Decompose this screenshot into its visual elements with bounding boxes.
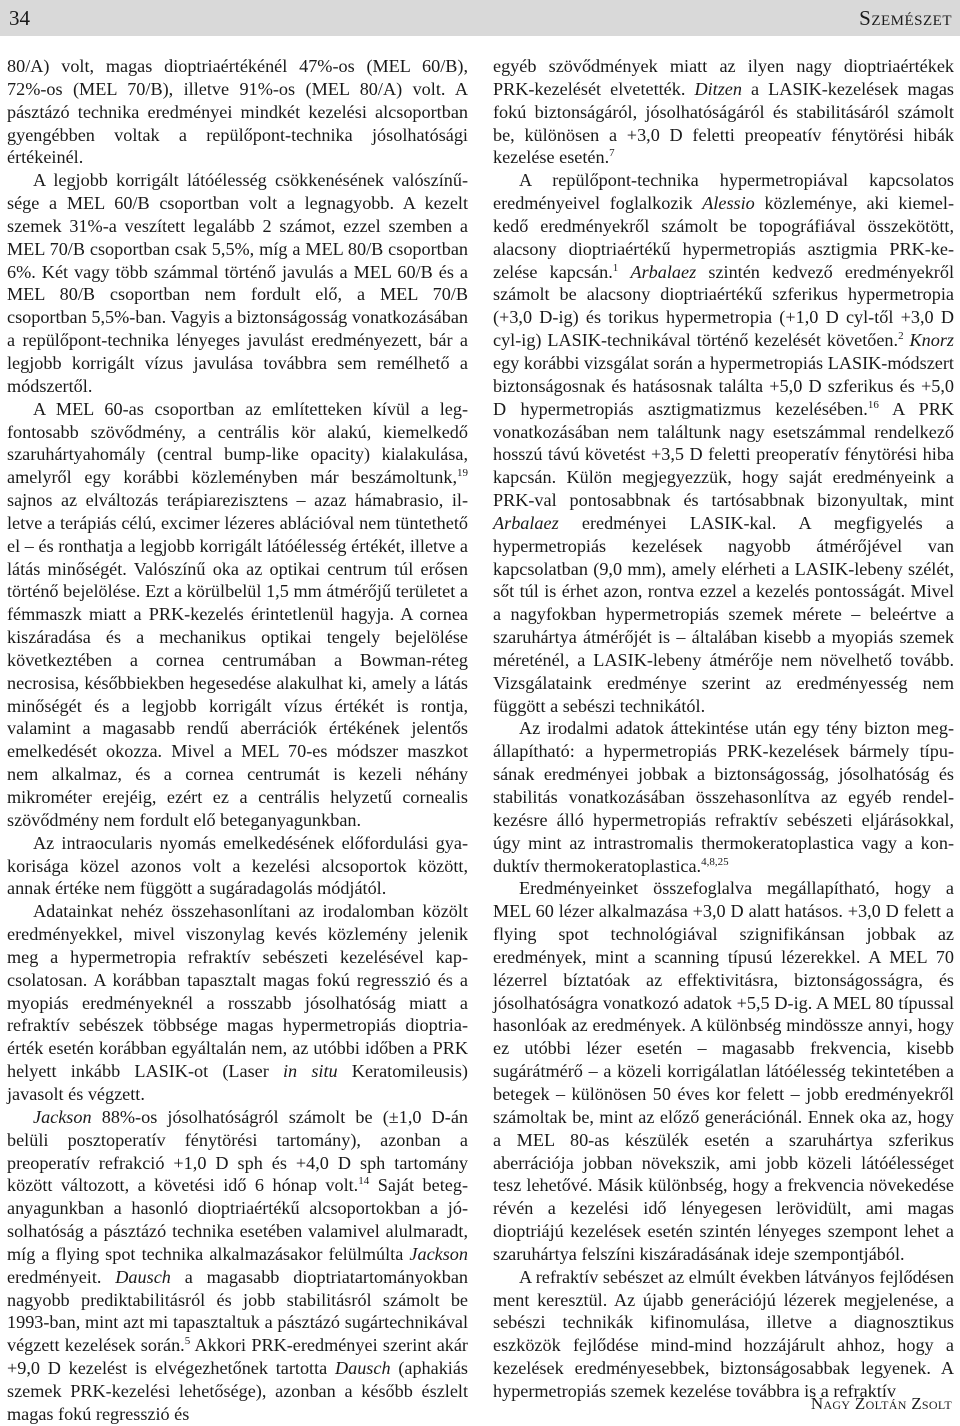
body-paragraph: A legjobb korrigált látóélesség csökkenésének valószínűsége a MEL 60/B csoportban volt a legnagyobb. A kezelt szemek 31%-a veszített legalább 2 számot, ezzel szemben a MEL 70/B csoportban csak 5,5%, míg a MEL 80/B csoportban 6%. Két vagy több számmal történő javulás a MEL 60/B és a MEL 80/B csoportban nem fordult elő, a MEL 70/B csoportban 5,5%-ban. Vagyis a biztonságosság vonatkozásában a repülőpont-technika lényeges javulást eredményezett, bár a legjobb korrigált vízus javulása továbbra sem remélhető a módszertől. [7,170,468,396]
page-number: 34 [9,6,30,30]
body-paragraph: Jackson 88%-os jósolhatóságról számolt be (±1,0 D-án belüli posztoperatív fénytörési tartomány), azonban a preoperatív refrakció +1,0 D sph és +4,0 D sph tartomány között változott, a követési idő 6 hónap volt.$^{14}$ Saját beteganyagunkban a hasonló dioptriaértékű alcsoportokban a jósolhatóság a pásztázó technika esetében valamivel alulmaradt, míg a flying spot technika alkalmazásakor felülmúlta Jackson eredményeit. Dausch a magasabb dioptriatartományokban nagyobb prediktabilitásról és jobb stabilitásról számolt be 1993-ban, mint azt mi tapasztaltuk a pásztázó sugártechnikával végzett kezelések során.$^5$ Akkori PRK-eredményei szerint akár +9,0 D kezelést is elvégezhetőnek tartotta Dausch (aphakiás szemek PRK-kezelési lehetősége), azonban a később észlelt magas fokú regresszió és [7,1106,469,1424]
body-paragraph: A repülőpont-technika hypermetropiával kapcsolatos eredményeivel foglalkozik Alessio közleménye, aki kiemelkedő eredményekről számolt be topográfiával összekötött, alacsony dioptriaértékű hypermetropiás asztigmia PRK-kezelése kapcsán.$^1$ Arbalaez szintén kedvező eredményekről számolt be alacsony dioptriaértékű szferikus hypermetropia (+3,0 D-ig) és torikus hypermetropia (+1,0 D cyl-től +3,0 D cyl-ig) LASIK-technikával történő kezelését követően.$^2$ Knorz egy korábbi vizsgálat során a hypermetropiás LASIK-módszert biztonságosnak és hatásosnak találta +5,0 D szferikus és +5,0 D hypermetropiás asztigmatizmus kezelésében.$^{16}$ A PRK vonatkozásában nem találtunk nagy esetszámmal rendelkező hosszú távú követést +3,5 D feletti preoperatív fénytörési hiba kapcsán. Külön megjegyezzük, hogy saját eredményeink a PRK-val pontosabbnak és tartósabbnak bizonyultak, mint Arbalaez eredményei LASIK-kal. A megfigyelés a hypermetropiás kezelések nagyobb átmérőjével van kapcsolatban (9,0 mm), amely elérheti a LASIK-lebeny szélét, sőt túl is érhet azon, rontva ezzel a kezelés pontosságát. Mivel a nagyfokban hypermetropiás szemek mérete – beleértve a szaruhártya átmérőjét is – általában kisebb a myopiás szemek méreténél, a LASIK-lebeny átmérője nem növelhető tovább. Vizsgálataink eredménye szerint az eredményesség nem függött a sebészi technikától. [493,170,955,716]
left-text-column [7,55,468,1426]
body-paragraph: A refraktív sebészet az elmúlt években látványos fejlődésen ment keresztül. Az újabb generációjú lézerek megjelenése, a sebészi technikák kifinomulása, illetve a diagnosztikus eszközök fejlődése mind-mind hozzájárult ahhoz, hogy a kezelések eredményesebbek, biztonságosabbak legyenek. A hypermetropiás szemek kezelése továbbra is a refraktív [493,1266,954,1401]
journal-title: Szemészet [859,6,952,30]
body-paragraph: A MEL 60-as csoportban az említetteken kívül a legfontosabb szövődmény, a centrális kör alakú, kiemelkedő szaruhártyahomály (central bump-like opacity) kialakulása, amelyről egy korábbi közleményben már beszámoltunk,$^{19}$ sajnos az elváltozás terápiarezisztens – azaz hámabrasio, illetve a terápiás célú, excimer lézeres ablációval nem tüntethető el – és ronthatja a legjobb korrigált látóélesség értékét, illetve a látás minőségét. Valószínű oka az optikai centrum túl erősen történő bejelölése. Ezt a körülbelül 1,5 mm átmérőjű területet a fémmaszk miatt a PRK-kezelés érintetlenül hagyja. A cornea kiszáradása és a mechanikus optikai tengely bejelölése következtében a cornea centrumában a Bowman-réteg necrosisa, későbbiekben hegesedése alakulhat ki, amely a látás minőségét és a legjobb korrigált vízus értékét is rontja, valamint a magasabb rendű aberrációk értékének jelentős emelkedését okozza. Mivel a MEL 70-es módszer maszkot nem alkalmaz, és a cornea centrumát is kezeli néhány mikrométer erejéig, ezért ez a centrális helyzetű cornealis szövődmény nem fordult elő beteganyagunkban. [7,398,468,830]
author-footer: Nagy Zoltán Zsolt [810,1394,952,1413]
body-paragraph: egyéb szövődmények miatt az ilyen nagy dioptriaértékek PRK-kezelését elvetették. Ditzen a LASIK-kezelések magas fokú biztonságáról, jósolhatóságáról és stabilitásáról számolt be, különösen a +3,0 D feletti preopeatív fénytörési hibák kezelése esetén.$^7$ [493,56,954,168]
right-text-column [493,55,954,1403]
body-paragraph: Adatainkat nehéz összehasonlítani az irodalomban közölt eredményekkel, mivel viszonylag kevés közlemény jelenik meg a hypermetropia refraktív sebészeti kezelésével kapcsolatosan. A korábban tapasztalt magas fokú regresszió és a myopiás eredményeknél a rosszabb jósolhatóság miatt a refraktív sebészek többsége magas hypermetropiás dioptriaérték esetén korábban egyáltalán nem, az utóbbi időben a PRK helyett inkább LASIK-ot (Laser in situ Keratomileusis) javasolt és végzett. [7,901,468,1104]
page-header-bar [0,0,960,36]
body-paragraph: Az irodalmi adatok áttekintése után egy tény bizton megállapítható: a hypermetropiás PRK-kezelések bármely típusának eredményei jobbak a biztonságosság, jósolhatóság és stabilitás vonatkozásában összehasonlítva az egyéb rendelkezésre álló hypermetropiás refraktív sebészeti eljárásokkal, úgy mint az intrastromalis thermokeratoplastica vagy a konduktív thermokeratoplastica.$^{4,8,25}$ [493,718,954,876]
body-paragraph: Az intraocularis nyomás emelkedésének előfordulási gyakorisága közel azonos volt a kezelési alcsoportok között, annak értéke nem függött a sugáradagolás módjától. [7,832,468,899]
body-paragraph: Eredményeinket összefoglalva megállapítható, hogy a MEL 60 lézer alkalmazása +3,0 D alatt hatásos. +3,0 D felett a flying spot technológiával szignifikánsan jobbak az eredmények, mint a scanning típusú lézerekkel. A MEL 70 lézerrel bíztatóak az effektivitásra, biztonságosságra, és jósolhatóságra vonatkozó adatok +5,5 D-ig. A MEL 80 típussal hasonlóak az eredmények. A különbség mindössze annyi, hogy ez utóbbi lézer esetén – magasabb frekvencia, kisebb sugárátmérő – a közeli korrigálatlan látóélesség tekintetében a betegek – különösen 50 éves kor felett – jobb eredményekről számoltak be, mint az előző generációnál. Ennek oka az, hogy a MEL 80-as készülék esetén a szaruhártya szferikus aberrációja jobban növekszik, ami jobb közeli látóélességet tesz lehetővé. Másik különbség, hogy a frekvencia növekedése révén a kezelési idő lényegesen lerövidült, ami magas dioptriájú kezelések esetén szintén lényeges szempont lehet a szaruhártya felszíni kiszáradásának ideje szempontjából. [493,878,954,1264]
body-paragraph: 80/A) volt, magas dioptriaértékénél 47%-os (MEL 60/B), 72%-os (MEL 70/B), illetve 91%-os (MEL 80/A) volt. A pásztázó technika eredményei mindkét kezelési alcsoportban gyengébben voltak a repülőpont-technika jósolhatósági értékeinél. [7,56,468,168]
